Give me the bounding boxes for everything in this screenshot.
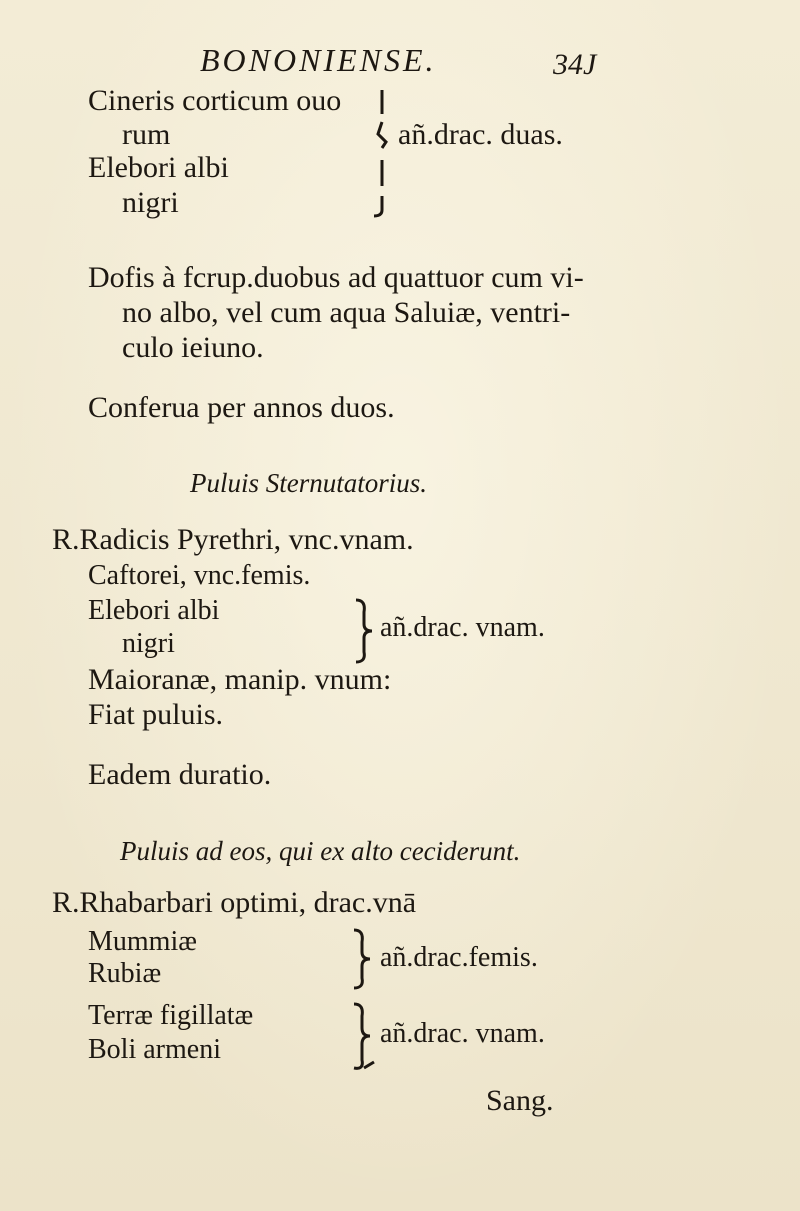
section-title-1: Puluis Sternutatorius. [190,468,428,498]
paragraph2: Conferua per annos duos. [88,391,395,424]
page-number: 34J [553,48,597,81]
recipe3-group2-item-2: Boli armeni [88,1034,221,1065]
recipe3-group1-brace [350,928,374,990]
section-title-2: Puluis ad eos, qui ex alto ceciderunt. [120,836,521,866]
recipe1-line-2: rum [122,118,171,151]
recipe1-line-1: Cineris corticum ouo [88,84,342,117]
recipe3-group1-item-2: Rubiæ [88,958,162,989]
recipe2-brace [352,598,376,664]
paragraph1-line-3: culo ieiuno. [122,331,264,364]
recipe1-line-3: Elebori albi [88,151,229,184]
recipe3-line-1: R.Rhabarbari optimi, drac.vnā [52,886,417,919]
recipe2-brace-quantity: añ.drac. vnam. [380,612,545,643]
paragraph1-line-2: no albo, vel cum aqua Saluiæ, ventri- [122,296,571,329]
recipe2-brace-item-1: Elebori albi [88,595,220,626]
paragraph1-line-1: Dofis à fcrup.duobus ad quattuor cum vi- [88,261,584,294]
recipe3-group2-brace [350,1002,380,1074]
recipe2-line-6: Fiat puluis. [88,698,224,731]
recipe2-brace-item-2: nigri [122,628,175,659]
recipe3-group2-quantity: añ.drac. vnam. [380,1018,545,1049]
recipe2-line-1: R.Radicis Pyrethri, vnc.vnam. [52,523,414,556]
catchword: Sang. [486,1084,554,1117]
recipe1-brace [372,86,402,221]
recipe2-line-2: Caftorei, vnc.femis. [88,560,311,591]
recipe1-line-4: nigri [122,186,179,219]
recipe2-line-5: Maioranæ, manip. vnum: [88,663,392,696]
recipe3-group2-item-1: Terræ figillatæ [88,1000,254,1031]
running-title: BONONIENSE. [200,42,437,78]
paragraph3: Eadem duratio. [88,758,272,791]
recipe3-group1-quantity: añ.drac.femis. [380,942,538,973]
recipe1-quantity: añ.drac. duas. [398,118,563,151]
recipe3-group1-item-1: Mummiæ [88,926,197,957]
